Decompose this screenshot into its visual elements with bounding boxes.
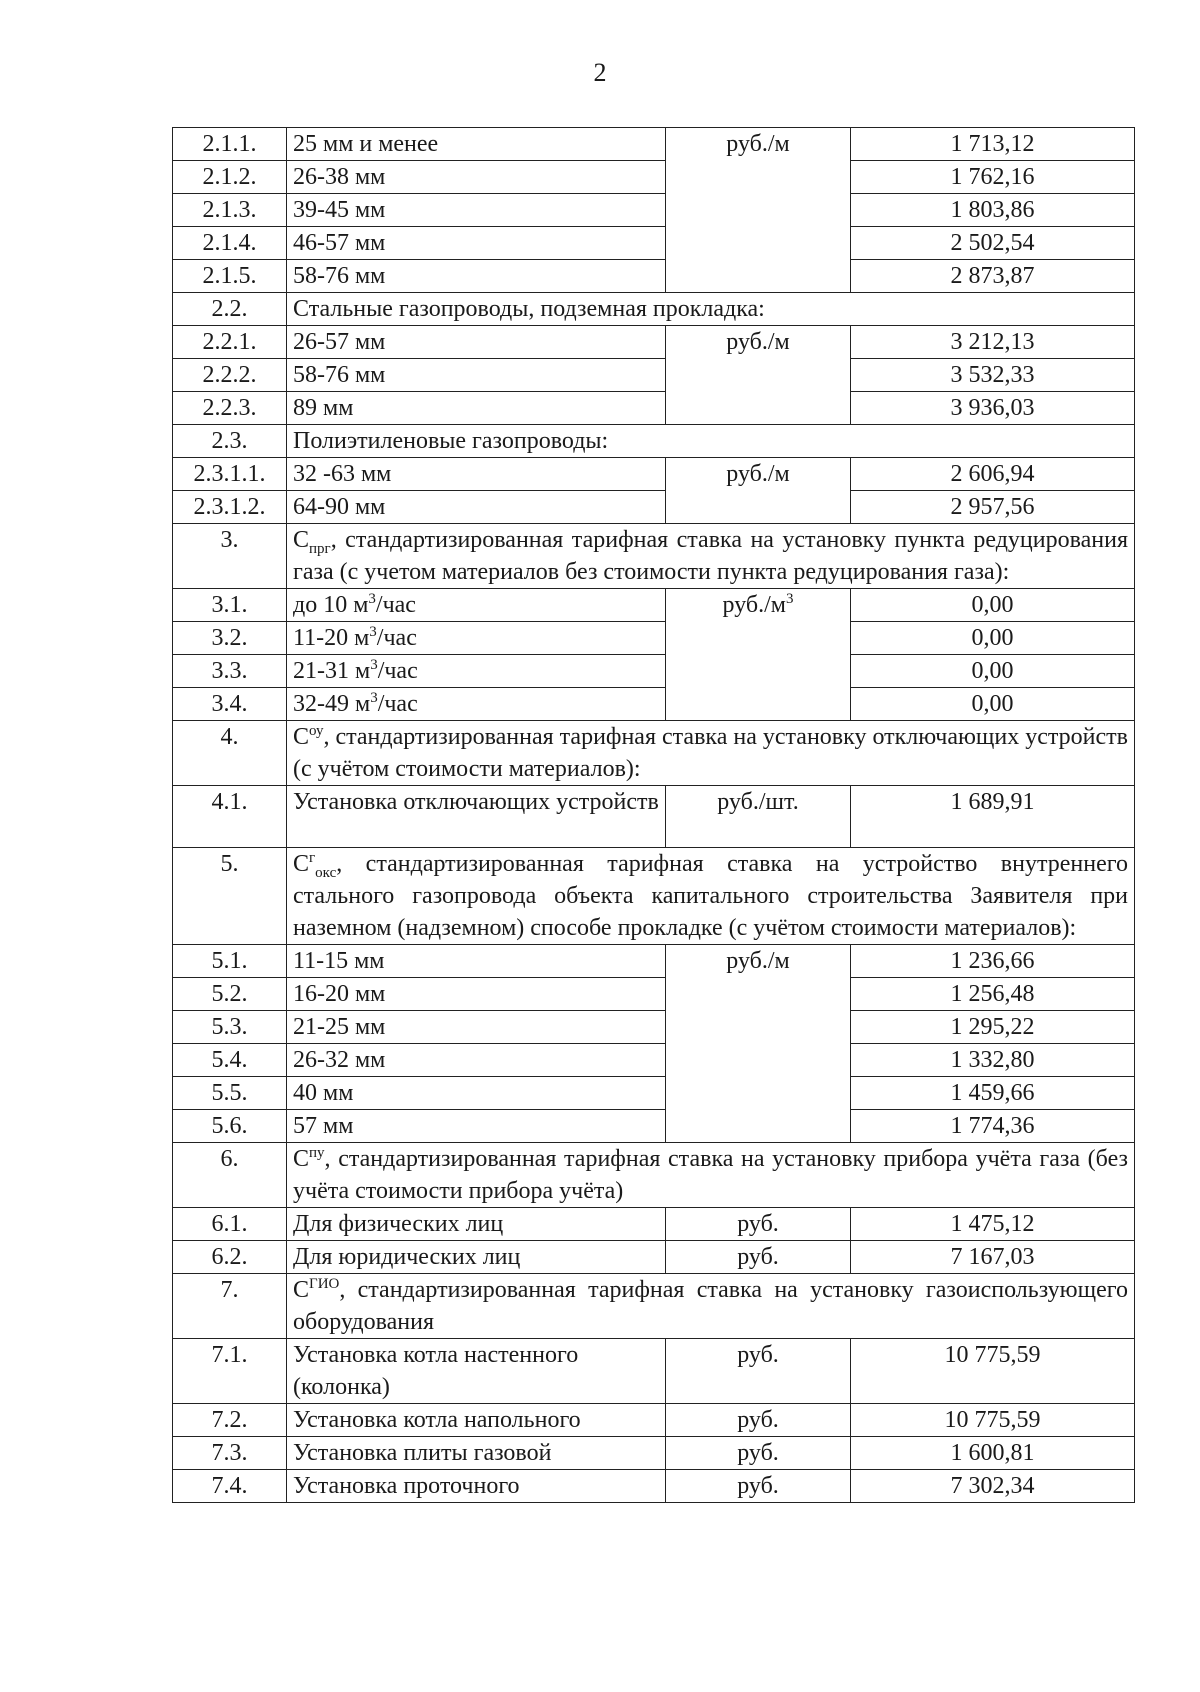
unit-text: руб. [737,1440,779,1466]
unit-cell [666,458,851,524]
item-description [287,1470,666,1503]
row-number: 3.3. [173,655,287,688]
table-row [173,978,1135,1011]
section-description [287,524,1135,589]
table-row [173,1044,1135,1077]
row-number: 7.1. [173,1339,287,1404]
rate-value: 1 803,86 [851,194,1135,227]
rate-value: 1 689,91 [851,786,1135,848]
rate-value: 0,00 [851,589,1135,622]
section-header-row [173,848,1135,945]
unit-text: руб. [737,1342,779,1368]
rate-value: 1 256,48 [851,978,1135,1011]
section-header-row [173,1143,1135,1208]
unit-text: руб. [737,1211,779,1237]
unit-text: руб./шт. [717,789,799,815]
unit-text: руб./м [726,461,790,487]
table-row [173,161,1135,194]
section-header-row [173,293,1135,326]
item-description-text: 64-90 мм [293,494,386,520]
row-number: 5. [173,848,287,945]
rate-symbol-subscript: окс [315,864,337,881]
section-description [287,293,1135,326]
rate-symbol: С [293,527,310,553]
row-number: 7.4. [173,1470,287,1503]
item-description [287,1208,666,1241]
item-description [287,359,666,392]
item-description-text: Установка котла напольного [293,1407,581,1433]
rate-value: 3 532,33 [851,359,1135,392]
item-description-text: 11-15 мм [293,948,385,974]
row-number: 3.4. [173,688,287,721]
item-description-text: 25 мм и менее [293,131,439,157]
row-number: 2.3.1.2. [173,491,287,524]
unit-text: руб. [737,1407,779,1433]
item-description-text: 89 мм [293,395,354,421]
unit-exponent: 3 [785,591,794,607]
item-description [287,194,666,227]
rate-value: 1 600,81 [851,1437,1135,1470]
rate-value: 1 295,22 [851,1011,1135,1044]
rate-value: 2 873,87 [851,260,1135,293]
section-text: , стандартизированная тарифная ставка на установку пункта редуцирования газа (с учетом материалов без стоимости пункта редуцирования газа): [293,527,1128,585]
table-row [173,589,1135,622]
item-description [287,1077,666,1110]
table-row [173,359,1135,392]
row-number: 7. [173,1274,287,1339]
item-description [287,655,666,688]
item-description [287,1044,666,1077]
unit-cell [666,326,851,425]
item-description-text: 46-57 мм [293,230,386,256]
item-description-text: 58-76 мм [293,362,386,388]
row-number: 5.5. [173,1077,287,1110]
item-description [287,622,666,655]
section-header-row [173,425,1135,458]
section-description [287,848,1135,945]
item-description-text: 11-20 м [293,625,370,651]
row-number: 6. [173,1143,287,1208]
item-description [287,1404,666,1437]
item-description [287,491,666,524]
row-number: 6.2. [173,1241,287,1274]
unit-cell [666,128,851,293]
item-description [287,326,666,359]
row-number: 6.1. [173,1208,287,1241]
section-header-row [173,1274,1135,1339]
table-row [173,1404,1135,1437]
item-description-text: 58-76 мм [293,263,386,289]
item-description-text: 26-32 мм [293,1047,386,1073]
rate-value: 2 606,94 [851,458,1135,491]
section-text: , стандартизированная тарифная ставка на установку газоиспользующего оборудования [293,1277,1128,1335]
rate-symbol-subscript: прг [309,540,331,557]
item-description-tail: /час [377,691,418,717]
item-description-text: 26-38 мм [293,164,386,190]
rate-value: 1 774,36 [851,1110,1135,1143]
table-row [173,945,1135,978]
row-number: 5.4. [173,1044,287,1077]
row-number: 4. [173,721,287,786]
section-description [287,1274,1135,1339]
rate-value: 0,00 [851,622,1135,655]
row-number: 3. [173,524,287,589]
row-number: 5.6. [173,1110,287,1143]
item-description [287,260,666,293]
row-number: 5.3. [173,1011,287,1044]
item-description [287,458,666,491]
row-number: 5.2. [173,978,287,1011]
item-description-text: 21-25 мм [293,1014,386,1040]
rate-value: 3 212,13 [851,326,1135,359]
section-text: , стандартизированная тарифная ставка на устройство внутреннего стального газопровода объекта капитального строительства Заявителя при наземном (надземном) способе прокладке (с учётом стоимости материалов): [293,851,1128,941]
rate-value: 2 502,54 [851,227,1135,260]
page-number: 2 [593,58,607,87]
item-description-tail: /час [377,658,418,684]
rate-symbol-superscript: ГИО [309,1276,340,1292]
unit-cell [666,786,851,848]
item-description [287,589,666,622]
unit-cell [666,1404,851,1437]
table-row [173,392,1135,425]
row-number: 2.1.5. [173,260,287,293]
unit-cell [666,945,851,1143]
item-description [287,227,666,260]
row-number: 2.2.1. [173,326,287,359]
item-description-text: 57 мм [293,1113,354,1139]
row-number: 2.3. [173,425,287,458]
item-description-text: Установка проточного [293,1473,520,1499]
rate-value: 1 475,12 [851,1208,1135,1241]
rate-value: 10 775,59 [851,1339,1135,1404]
unit-exponent: 3 [370,657,378,673]
table-row [173,1241,1135,1274]
rate-value: 2 957,56 [851,491,1135,524]
rate-symbol: С [293,851,310,877]
item-description [287,1437,666,1470]
unit-cell [666,1470,851,1503]
rate-value: 1 332,80 [851,1044,1135,1077]
table-row [173,1470,1135,1503]
section-header-row [173,524,1135,589]
unit-text: руб. [737,1244,779,1270]
tariff-table-body [173,128,1135,1503]
item-description-text: 16-20 мм [293,981,386,1007]
item-description [287,945,666,978]
row-number: 2.1.2. [173,161,287,194]
item-description-text: до 10 м [293,592,369,618]
row-number: 7.3. [173,1437,287,1470]
table-row [173,326,1135,359]
table-row [173,1208,1135,1241]
item-description-text: 26-57 мм [293,329,386,355]
item-description-tail: /час [376,625,417,651]
item-description-text: Для юридических лиц [293,1244,521,1270]
table-row [173,655,1135,688]
section-description [287,721,1135,786]
rate-symbol: С [293,1146,310,1172]
rate-symbol: С [293,1277,310,1303]
rate-value: 7 302,34 [851,1470,1135,1503]
row-number: 3.1. [173,589,287,622]
row-number: 2.1.3. [173,194,287,227]
item-description [287,786,666,848]
section-text: , стандартизированная тарифная ставка на установку прибора учёта газа (без учёта стоимости прибора учёта) [293,1146,1128,1204]
unit-text: руб./м [726,329,790,355]
item-description-tail: /час [375,592,416,618]
rate-symbol-superscript: оу [309,723,324,739]
item-description-text: 32 -63 мм [293,461,392,487]
row-number: 2.2.3. [173,392,287,425]
table-row [173,458,1135,491]
row-number: 2.2. [173,293,287,326]
table-row [173,491,1135,524]
rate-value: 7 167,03 [851,1241,1135,1274]
rate-value: 0,00 [851,688,1135,721]
rate-value: 1 713,12 [851,128,1135,161]
table-row [173,688,1135,721]
rate-value: 3 936,03 [851,392,1135,425]
row-number: 2.1.1. [173,128,287,161]
row-number: 2.3.1.1. [173,458,287,491]
item-description [287,392,666,425]
unit-text: руб./м [722,592,786,618]
table-row [173,786,1135,848]
item-description [287,161,666,194]
unit-cell [666,1339,851,1404]
item-description-text: 40 мм [293,1080,354,1106]
table-row [173,227,1135,260]
item-description-text: Установка плиты газовой [293,1440,552,1466]
item-description-text: 39-45 мм [293,197,386,223]
table-row [173,1339,1135,1404]
rate-value: 1 459,66 [851,1077,1135,1110]
unit-exponent: 3 [368,591,376,607]
item-description [287,1339,666,1404]
item-description-text: Установка котла настенного (колонка) [293,1342,579,1400]
rate-symbol-superscript: г [309,850,316,866]
item-description-text: 21-31 м [293,658,371,684]
item-description [287,128,666,161]
rate-value: 0,00 [851,655,1135,688]
row-number: 2.2.2. [173,359,287,392]
table-row [173,1110,1135,1143]
unit-text: руб./м [726,131,790,157]
item-description-text: 32-49 м [293,691,371,717]
unit-exponent: 3 [370,690,378,706]
row-number: 2.1.4. [173,227,287,260]
section-text: Стальные газопроводы, подземная прокладка: [293,296,765,322]
section-description [287,1143,1135,1208]
rate-value: 1 236,66 [851,945,1135,978]
unit-cell [666,1437,851,1470]
section-description [287,425,1135,458]
rate-symbol: С [293,724,310,750]
item-description [287,688,666,721]
table-row [173,1011,1135,1044]
row-number: 7.2. [173,1404,287,1437]
unit-cell [666,589,851,721]
unit-text: руб./м [726,948,790,974]
rate-value: 10 775,59 [851,1404,1135,1437]
rate-value: 1 762,16 [851,161,1135,194]
rate-symbol-superscript: пу [309,1145,325,1161]
section-header-row [173,721,1135,786]
unit-cell [666,1241,851,1274]
unit-exponent: 3 [369,624,377,640]
item-description-text: Установка отключающих устройств [293,789,659,815]
item-description [287,1011,666,1044]
unit-text: руб. [737,1473,779,1499]
item-description [287,1110,666,1143]
unit-cell [666,1208,851,1241]
row-number: 3.2. [173,622,287,655]
row-number: 4.1. [173,786,287,848]
table-row [173,622,1135,655]
table-row [173,1437,1135,1470]
section-text: , стандартизированная тарифная ставка на установку отключающих устройств (с учётом стоимости материалов): [293,724,1128,782]
item-description [287,978,666,1011]
tariff-table [172,127,1135,1503]
item-description-text: Для физических лиц [293,1211,504,1237]
table-row [173,194,1135,227]
table-row [173,128,1135,161]
table-row [173,1077,1135,1110]
item-description [287,1241,666,1274]
row-number: 5.1. [173,945,287,978]
section-text: Полиэтиленовые газопроводы: [293,428,609,454]
table-row [173,260,1135,293]
